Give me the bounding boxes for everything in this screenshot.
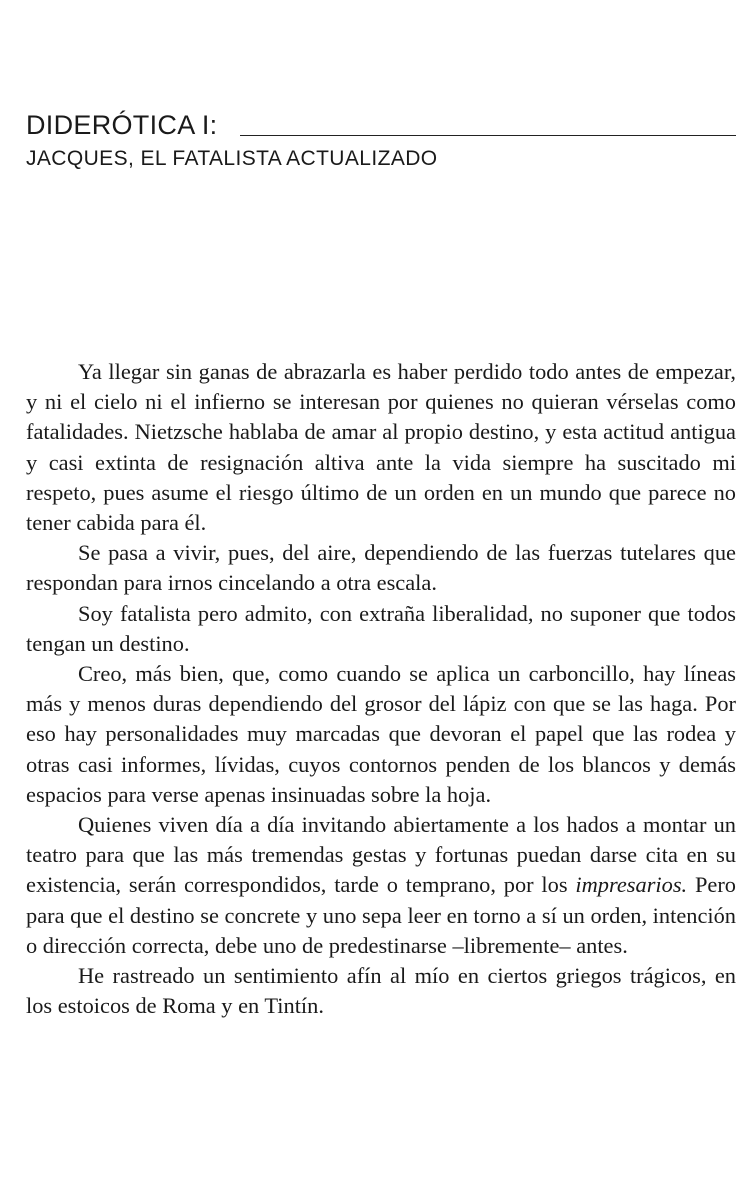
chapter-subtitle: JACQUES, EL FATALISTA ACTUALIZADO <box>26 147 438 170</box>
paragraph-6: He rastreado un sentimiento afín al mío en ciertos griegos trágicos, en los estoicos de Roma y en Tintín. <box>26 963 736 1019</box>
body-text <box>26 357 736 1021</box>
paragraph-5-end: Pero para que el destino se concrete y uno sepa leer en torno a sí un orden, intención o dirección correcta, debe uno de predestinarse –libremente– antes. <box>26 872 736 958</box>
paragraph-3: Soy fatalista pero admito, con extraña liberalidad, no suponer que todos tengan un destino. <box>26 600 736 656</box>
paragraph-1: Ya llegar sin ganas de abrazarla es haber perdido todo antes de empezar, y ni el cielo ni el infierno se interesan por quienes no quieran vérselas como fatalidades. Nietzsche hablaba de amar al propio destino, y esta actitud antigua y casi extinta de resignación altiva ante la vida siempre ha suscitado mi respeto, pues asume el riesgo último de un orden en un mundo que parece no tener cabida para él. <box>26 359 736 536</box>
paragraph-5-start: Quienes viven día a día invitando abiertamente a los hados a montar un teatro para que las más tremendas gestas y fortunas puedan darse cita en su existencia, serán correspondidos, tarde o temprano, por los <box>26 812 736 898</box>
paragraph-5 <box>26 810 736 961</box>
paragraph-4: Creo, más bien, que, como cuando se aplica un carboncillo, hay líneas más y menos duras dependiendo del grosor del lápiz con que se las haga. Por eso hay personalidades muy marcadas que devoran el papel que las rodea y otras casi informes, lívidas, cuyos contornos penden de los blancos y demás espacios para verse apenas insinuadas sobre la hoja. <box>26 661 736 807</box>
chapter-title: DIDERÓTICA I: <box>26 110 218 140</box>
title-rule <box>240 135 736 136</box>
paragraph-2: Se pasa a vivir, pues, del aire, dependiendo de las fuerzas tutelares que respondan para irnos cincelando a otra escala. <box>26 540 736 596</box>
paragraph-5-italic: impresarios. <box>575 872 688 898</box>
